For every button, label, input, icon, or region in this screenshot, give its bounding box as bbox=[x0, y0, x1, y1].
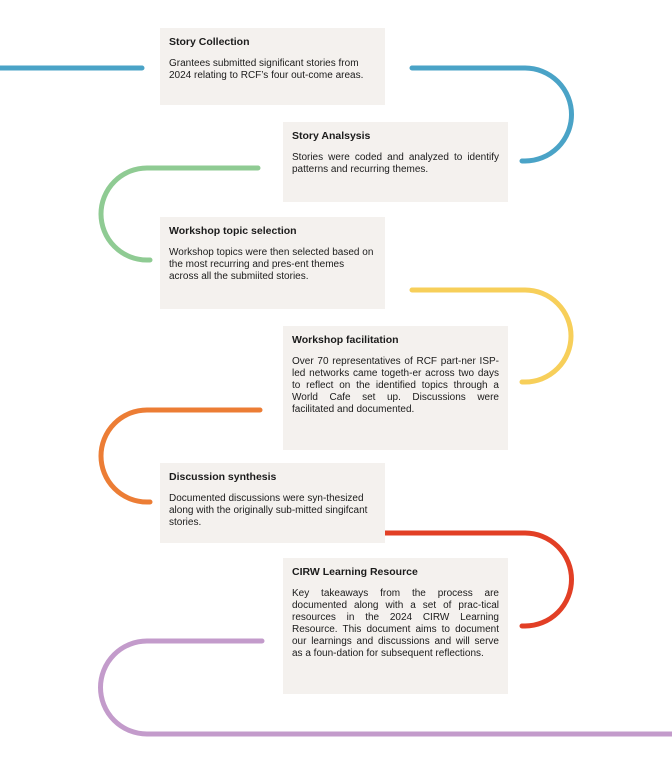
step-title: Story Collection bbox=[169, 36, 250, 48]
step-description: Workshop topics were then selected based on the most recurring and pres-ent themes across all the submiited stories. bbox=[169, 247, 374, 282]
step-story-collection bbox=[160, 28, 385, 105]
step-description: Documented discussions were syn-thesized along with the originally sub-mitted singifcant stories. bbox=[169, 493, 368, 528]
step-story-analysis bbox=[283, 122, 508, 202]
step-title: CIRW Learning Resource bbox=[292, 566, 418, 578]
step-discussion-synthesis bbox=[160, 463, 385, 543]
step-title: Workshop facilitation bbox=[292, 334, 399, 346]
step-cirw-learning-resource bbox=[283, 558, 508, 694]
step-description: Stories were coded and analyzed to identify patterns and recurring themes. bbox=[292, 152, 499, 175]
step-title: Workshop topic selection bbox=[169, 225, 297, 237]
step-workshop-facilitation bbox=[283, 326, 508, 450]
step-title: Discussion synthesis bbox=[169, 471, 277, 483]
step-workshop-topic-selection bbox=[160, 217, 385, 309]
step-description: Grantees submitted significant stories from 2024 relating to RCF’s four out-come areas. bbox=[169, 58, 364, 81]
step-title: Story Analsysis bbox=[292, 130, 371, 142]
step-description: Over 70 representatives of RCF part-ner ISP-led networks came togeth-er across two days to reflect on the identified topics through a World Cafe set up. Discussions were facilitated and documented. bbox=[292, 356, 499, 415]
step-description: Key takeaways from the process are documented along with a set of prac-tical resources in the 2024 CIRW Learning Resource. This document aims to document our learnings and discussions and will serve as a foun-dation for subsequent reflections. bbox=[292, 588, 499, 659]
